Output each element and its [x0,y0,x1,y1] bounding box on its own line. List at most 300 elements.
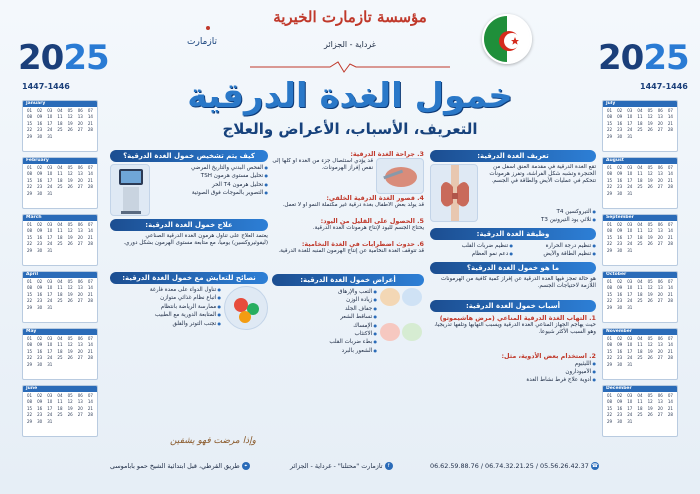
scale-icon [402,288,422,306]
calendar-day: 13 [77,114,83,120]
calendar-day: 22 [26,412,33,418]
calendar-day: 23 [617,241,623,247]
function-heading: وظيفة الغدة الدرقية: [430,228,596,240]
iodine-text: يحتاج الجسم لليود لإنتاج هرمونات الغدة الدرقية. [312,225,424,231]
calendar-day: 20 [657,291,663,297]
calendar-day: 13 [77,285,83,291]
calendar-day: 21 [667,291,673,297]
calendar-day [76,134,85,140]
calendar-day: 28 [87,298,93,304]
calendar-day: 24 [627,298,633,304]
calendar-day: 05 [647,336,653,341]
calendar-day: 18 [637,291,643,297]
calendar-day [86,305,95,311]
calendar-day: 13 [657,171,663,177]
calendar-day: 03 [47,393,53,398]
calendar-day: 05 [67,222,73,227]
diagnosis-item: ● تحليل مستوى هرمون TSH [153,172,268,180]
calendar-day: 12 [67,399,73,405]
calendar-day: 16 [617,405,623,411]
symptom-item: ● تساقط الشعر [272,313,377,321]
calendar-day: 13 [77,228,83,234]
calendar-day [86,134,95,140]
tip-item: ● ممارسة الرياضة بانتظام [110,303,221,311]
calendar-day: 11 [57,114,63,120]
cold-icon [402,323,422,341]
calendar-day: 07 [667,222,673,227]
calendar-day: 23 [37,241,43,247]
calendar-day: 13 [77,342,83,348]
calendar-day [76,191,85,197]
causes-heading: أسباب خمول الغدة الدرقية: [430,300,596,312]
diagnosis-item: ● الفحص البدني والتاريخ المرضي [153,164,268,172]
calendar-day: 22 [26,184,33,190]
calendar-day: 19 [67,348,73,354]
calendar-day: 23 [37,298,43,304]
social-icon: f [385,462,393,470]
calendar-day: 19 [67,291,73,297]
calendar-day: 28 [667,412,673,418]
calendar-day: 15 [606,348,613,354]
calendar-day: 09 [37,285,43,291]
calendar-day: 03 [47,108,53,113]
calendar-day: 21 [87,291,93,297]
calendar-day: 11 [57,228,63,234]
calendar-day: 28 [87,241,93,247]
calendar-day: 27 [77,127,83,133]
calendar-day: 08 [26,171,33,177]
function-item: ● تنظيم الطاقة والأيض [513,250,596,258]
calendar-day [66,362,75,368]
congenital-heading: 4. قصور الغدة الدرقية الخلقي: [326,194,424,202]
calendar-day: 29 [26,418,33,424]
calendar-day [86,191,95,197]
calendar-day: 02 [617,108,623,113]
calendar-month [602,214,678,266]
calendar-day [646,419,655,425]
calendar-day: 11 [637,342,643,348]
calendar-day: 05 [647,165,653,170]
calendar-month-title: June [23,386,97,392]
calendar-day: 06 [657,279,663,284]
calendar-day: 02 [617,165,623,170]
calendar-day: 08 [26,114,33,120]
org-logo-icon [172,14,224,66]
year-left: 2025 [18,38,109,78]
calendar-day: 30 [617,361,623,367]
calendar-day: 16 [617,348,623,354]
symptom-icons [380,288,424,355]
calendar-day: 10 [47,285,53,291]
calendar-day: 17 [627,234,633,240]
cause2-item: ● أدوية علاج فرط نشاط الغدة [430,376,596,384]
calendar-day: 25 [57,298,63,304]
calendar-day: 12 [647,399,653,405]
calendar-day: 15 [606,234,613,240]
calendar-day: 13 [657,228,663,234]
calendar-day: 18 [637,120,643,126]
calendar-day: 01 [606,222,613,227]
calendar-day: 01 [26,165,33,170]
calendar-day: 24 [47,412,53,418]
calendar-day: 30 [617,190,623,196]
calendar-day: 08 [26,399,33,405]
hormone-t3: ● ثلاثي يود التيرونين T3 [481,216,596,224]
calendar-day: 05 [67,336,73,341]
ultrasound-machine-icon [110,164,150,216]
calendar-day: 09 [37,342,43,348]
calendar-day: 26 [67,241,73,247]
calendar-day: 27 [657,298,663,304]
calendar-day: 07 [667,165,673,170]
calendar-day: 15 [26,291,33,297]
calendar-day: 06 [657,108,663,113]
calendar-day: 30 [37,190,43,196]
calendar-day: 14 [667,342,673,348]
calendar-day: 02 [37,336,43,341]
calendar-day: 04 [57,165,63,170]
calendar-day [666,362,675,368]
calendar-day: 22 [26,298,33,304]
calendar-day: 02 [617,279,623,284]
calendar-day: 11 [637,228,643,234]
calendar-day: 24 [627,127,633,133]
calendar-day: 25 [57,412,63,418]
calendar-day: 03 [627,336,633,341]
surgery-illustration-icon [376,158,424,194]
calendar-day: 22 [606,355,613,361]
calendar-day: 20 [77,120,83,126]
calendar-day [666,248,675,254]
calendar-month-title: February [23,158,97,164]
calendar-day: 20 [657,177,663,183]
calendar-day: 20 [657,405,663,411]
calendar-day: 12 [647,342,653,348]
calendar-day [666,134,675,140]
calendar-day: 04 [637,108,643,113]
calendar-day: 11 [57,399,63,405]
calendar-day: 15 [606,291,613,297]
calendar-day [656,134,665,140]
diagnosis-item: ● تحليل هرمون T4 الحر [153,181,268,189]
calendar-day: 22 [26,355,33,361]
org-name: مؤسسة تازمارت الخيرية [273,8,427,26]
calendar-day: 20 [77,348,83,354]
calendar-day [55,305,64,311]
calendar-day [656,191,665,197]
calendar-day: 12 [647,228,653,234]
calendar-day: 11 [57,285,63,291]
calendar-day: 26 [647,184,653,190]
calendar-day: 02 [37,393,43,398]
calendar-day: 28 [87,184,93,190]
calendar-day [55,419,64,425]
calendar-day: 09 [37,171,43,177]
calendar-day: 24 [627,184,633,190]
treatment-text: يعتمد العلاج على تناول هرمون الغدة الدرقية الصناعي (ليفوثيروكسين) يوميا، مع متابعة مستوى الهرمون بشكل دوري. [123,233,268,247]
cause2-item: ● الليثيوم [430,360,596,368]
tip-item: ● تناول الدواء على معدة فارغة [110,286,221,294]
tired-face-icon [380,288,400,306]
calendar-day: 13 [77,171,83,177]
calendar-day: 06 [77,165,83,170]
calendar-month [602,157,678,209]
calendar-day: 30 [37,361,43,367]
calendar-day: 21 [667,177,673,183]
calendar-day: 18 [57,405,63,411]
calendar-day: 02 [617,336,623,341]
calendar-day: 04 [57,222,63,227]
calendar-day: 27 [77,241,83,247]
calendar-day: 08 [606,228,613,234]
calendar-day: 11 [57,171,63,177]
calendar-day: 14 [667,285,673,291]
calendar-day [635,419,644,425]
calendar-day: 28 [667,298,673,304]
calendar-day: 08 [606,171,613,177]
calendar-day: 09 [617,399,623,405]
calendar-day [656,305,665,311]
tip-item: ● المتابعة الدورية مع الطبيب [110,311,221,319]
column-causes-symptoms [272,150,424,460]
footer-phones: ☎ 05.56.26.42.37 / 06.74.32.21.25 / 06.62.59.88.76 [430,462,598,470]
calendar-day: 06 [657,393,663,398]
calendar-day: 26 [67,355,73,361]
calendar-day: 29 [606,304,613,310]
calendar-day: 30 [617,304,623,310]
calendar-day: 13 [77,399,83,405]
calendar-day [76,419,85,425]
calendar-day [66,305,75,311]
calendar-day: 20 [77,405,83,411]
calendar-day: 07 [667,336,673,341]
calendar-day: 23 [617,298,623,304]
calendar-day: 21 [667,234,673,240]
calendar-day: 25 [637,412,643,418]
definition-heading: تعريف الغدة الدرقية: [430,150,596,162]
calendar-day: 01 [606,108,613,113]
calendar-day: 19 [647,405,653,411]
calendar-day: 22 [606,127,613,133]
calendar-day: 27 [77,298,83,304]
calendar-day: 10 [47,171,53,177]
phone-icon: ☎ [591,463,598,469]
calendar-day [76,362,85,368]
calendar-day: 31 [627,247,633,253]
calendar-day: 25 [637,184,643,190]
cause2-title: 2. استخدام بعض الأدوية، مثل: [501,351,596,360]
symptoms-heading: أعراض خمول الغدة الدرقية: [272,274,424,286]
calendar-day: 31 [47,190,53,196]
calendar-day: 24 [47,127,53,133]
calendar-day: 11 [637,171,643,177]
calendar-day: 14 [667,114,673,120]
function-item: ● تنظيم درجة الحرارة [513,242,596,250]
calendar-day: 28 [667,241,673,247]
calendar-day: 20 [657,234,663,240]
calendar-day: 31 [627,133,633,139]
calendar-day: 05 [67,108,73,113]
calendar-day [76,248,85,254]
iodine-heading: 5. الحصول على القليل من اليود: [320,217,424,225]
calendar-day: 15 [26,177,33,183]
calendar-day: 17 [627,120,633,126]
calendar-day: 15 [606,120,613,126]
calendar-day: 25 [57,127,63,133]
calendar-day: 06 [77,222,83,227]
calendar-day [646,305,655,311]
calendar-day: 17 [627,405,633,411]
calendar-day: 12 [647,285,653,291]
calendar-day: 10 [627,285,633,291]
calendar-day: 07 [87,393,93,398]
calendar-day: 19 [67,120,73,126]
calendar-day: 13 [657,114,663,120]
cause2-item: ● الأميودارون [430,368,596,376]
calendar-day: 16 [37,405,43,411]
calendar-day: 01 [26,108,33,113]
calendar-day: 28 [87,412,93,418]
calendar-day: 10 [627,171,633,177]
calendar-day: 31 [47,418,53,424]
calendar-day [76,305,85,311]
treatment-heading: علاج خمول الغدة الدرقية: [110,219,268,231]
calendar-day: 25 [637,298,643,304]
calendar-day: 19 [67,405,73,411]
calendar-day: 07 [667,279,673,284]
calendar-day: 15 [26,348,33,354]
calendar-day: 19 [647,348,653,354]
calendar-day: 12 [647,171,653,177]
calendar-day: 20 [657,120,663,126]
calendar-day: 04 [57,108,63,113]
calendar-day [55,362,64,368]
calendar-day [55,191,64,197]
calendar-day: 01 [26,393,33,398]
calendar-day: 16 [617,177,623,183]
calendar-day: 31 [47,133,53,139]
calendar-day: 10 [627,399,633,405]
tip-item: ● اتباع نظام غذائي متوازن [110,294,221,302]
calendar-day: 06 [77,393,83,398]
calendar-day: 27 [657,184,663,190]
calendar-day: 17 [627,177,633,183]
calendar-month-title: January [23,101,97,107]
symptom-item: ● التعب والإرهاق [272,288,377,296]
calendar-day: 09 [617,171,623,177]
calendar-day: 19 [647,291,653,297]
calendar-day: 21 [87,234,93,240]
calendar-day: 18 [57,120,63,126]
calendar-day: 29 [606,418,613,424]
calendar-day: 04 [57,336,63,341]
calendar-day: 30 [617,133,623,139]
hormone-t4: ● التيروكسين T4 [481,208,596,216]
calendar-day: 28 [87,355,93,361]
calendar-day: 30 [617,418,623,424]
calendar-day: 29 [606,361,613,367]
calendar-day [635,362,644,368]
calendar-day: 15 [26,120,33,126]
calendar-day: 26 [647,355,653,361]
calendar-day: 20 [77,234,83,240]
calendar-day: 21 [87,348,93,354]
calendar-day: 06 [77,336,83,341]
calendar-day: 07 [87,336,93,341]
congenital-text: قد يولد بعض الأطفال بغدة درقية غير مكتملة النمو أو لا تعمل. [282,202,424,208]
calendar-day: 14 [667,171,673,177]
calendar-day: 04 [57,393,63,398]
calendar-day: 04 [637,222,643,227]
calendar-day: 01 [606,279,613,284]
calendar-day: 17 [47,348,53,354]
calendar-day: 31 [47,247,53,253]
calendar-day: 17 [627,291,633,297]
calendar-day: 30 [37,418,43,424]
calendar-month-title: August [603,158,677,164]
calendar-day: 17 [47,177,53,183]
surgery-heading: 3. جراحة الغدة الدرقية: [350,150,424,158]
calendar-day: 06 [657,336,663,341]
calendar-day: 22 [26,241,33,247]
calendar-day: 28 [667,355,673,361]
calendar-day: 16 [37,291,43,297]
calendar-day [55,248,64,254]
calendar-day: 18 [57,348,63,354]
calendar-day: 14 [87,171,93,177]
calendar-day [635,191,644,197]
calendar-day: 09 [617,228,623,234]
calendar-day: 20 [657,348,663,354]
calendar-day: 20 [77,177,83,183]
calendar-day: 01 [26,279,33,284]
calendar-day: 27 [77,412,83,418]
calendar-day: 07 [87,165,93,170]
calendar-day: 21 [87,120,93,126]
calendar-day: 11 [637,114,643,120]
calendar-day: 29 [26,304,33,310]
calendar-day: 09 [617,342,623,348]
column-diagnosis-treatment [110,150,268,460]
healthy-food-icon [224,286,268,330]
calendar-day: 14 [87,285,93,291]
calendar-day: 31 [627,418,633,424]
calendar-month [602,385,678,437]
calendar-day: 18 [637,348,643,354]
calendar-day: 13 [657,399,663,405]
symptom-item: ● الإمساك [272,322,377,330]
calendar-day: 08 [606,285,613,291]
calendar-day: 27 [77,355,83,361]
function-item: ● دعم نمو العظام [430,250,513,258]
calendar-day: 21 [87,405,93,411]
calendar-day: 25 [637,127,643,133]
page-title: خمول الغدة الدرقية [187,76,513,116]
calendar-day: 08 [606,342,613,348]
calendar-day: 18 [57,234,63,240]
calendar-day: 22 [606,412,613,418]
calendar-day: 06 [77,279,83,284]
calendar-day [635,305,644,311]
calendar-day: 25 [637,241,643,247]
calendar-day [646,362,655,368]
calendar-day [656,248,665,254]
calendar-month [22,385,98,437]
calendar-day: 26 [67,412,73,418]
hijri-right: 1447-1446 [640,82,688,91]
calendar-day: 14 [667,399,673,405]
calendar-day: 02 [37,279,43,284]
